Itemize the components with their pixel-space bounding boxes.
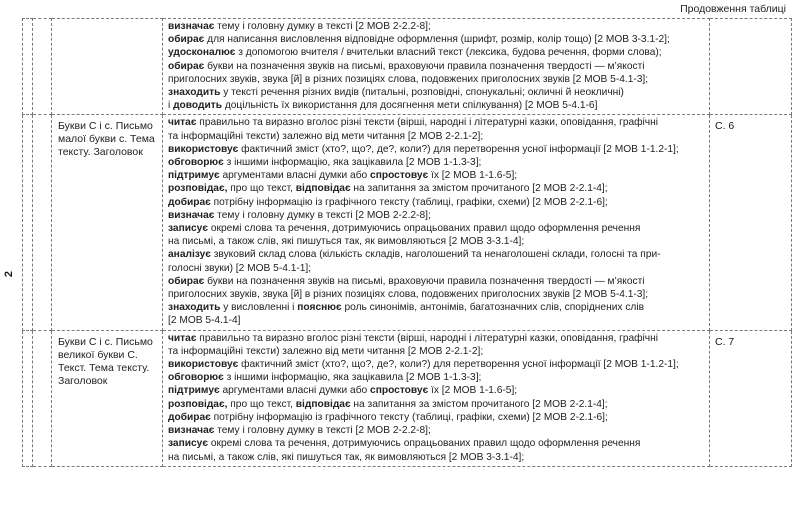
outcome-text: аргументами власні думки або — [219, 385, 371, 397]
row-number-cell — [23, 330, 33, 466]
outcome-verb: записує — [168, 438, 208, 450]
outcome-text: правильно та виразно вголос різні тексти (вірші, народні і літературні казки, оповідання, графічні — [196, 332, 658, 344]
outcome-line — [168, 99, 705, 112]
outcome-text: з іншими інформацію, яка зацікавила [2 МОВ 1-1.3-3]; — [223, 372, 482, 384]
outcome-verb: пояснює — [297, 302, 342, 314]
table-row — [23, 19, 792, 115]
row-number-cell — [23, 115, 33, 330]
outcome-verb: відповідає — [295, 398, 351, 410]
outcome-line — [168, 301, 705, 314]
outcome-verb: використовує — [168, 359, 239, 371]
hours-cell — [33, 19, 52, 115]
outcome-verb: читає — [168, 332, 197, 344]
outcome-line — [168, 235, 705, 248]
outcome-line — [168, 424, 705, 437]
outcome-line — [168, 345, 705, 358]
outcome-line — [168, 314, 705, 327]
outcome-text: правильно та виразно вголос різні тексти (вірші, народні і літературні казки, оповідання, графічні — [196, 117, 658, 129]
outcome-verb: розповідає, — [168, 398, 228, 410]
outcome-text: та інформаційні тексти) залежно від мети читання [2 МОВ 2-2.1-2]; — [168, 345, 484, 357]
outcome-text: фактичний зміст (хто?, що?, де?, коли?) для перетворення усної інформації [2 МОВ 1-1.2-1]; — [238, 143, 679, 155]
outcome-line — [168, 437, 705, 450]
curriculum-table — [22, 18, 792, 467]
outcome-text: та інформаційні тексти) залежно від мети читання [2 МОВ 2-2.1-2]; — [168, 130, 484, 142]
outcome-verb: знаходить — [168, 87, 221, 99]
outcome-text: їх [2 МОВ 1-1.6-5]; — [428, 385, 518, 397]
outcome-verb: доводить — [173, 100, 222, 112]
table-row — [23, 115, 792, 330]
outcome-verb: обирає — [168, 275, 205, 287]
outcome-verb: добирає — [168, 196, 211, 208]
outcome-text: приголосних звуків, звука [й] в різних позиціях слова, подовжених приголосних звуків [2 МОВ 5-4.1-3]; — [168, 73, 649, 85]
outcome-line — [168, 20, 705, 33]
outcome-text: аргументами власні думки або — [219, 170, 371, 182]
outcome-text: звуковий склад слова (кількість складів, наголошений та ненаголошені склади, голосні та при- — [210, 249, 661, 261]
outcome-text: на письмі, а також слів, які пишуться так, як вимовляються [2 МОВ 3-3.1-4]; — [168, 236, 525, 248]
outcome-verb: спростовує — [370, 170, 429, 182]
outcome-line — [168, 384, 705, 397]
outcome-text: потрібну інформацію із графічного тексту (таблиці, графіки, схеми) [2 МОВ 2-2.1-6]; — [210, 411, 608, 423]
outcome-verb: підтримує — [168, 385, 220, 397]
outcome-text: голосні звуки) [2 МОВ 5-4.1-1]; — [168, 262, 312, 274]
outcome-text: для написання висловлення відповідне оформлення (шрифт, розмір, колір тощо) [2 МОВ 3-3.1-2]; — [204, 34, 670, 46]
outcome-verb: обирає — [168, 34, 205, 46]
textbook-page-cell: С. 6 — [710, 115, 792, 330]
outcome-text: у висловленні і — [220, 302, 298, 314]
outcome-line — [168, 358, 705, 371]
outcome-verb: читає — [168, 117, 197, 129]
outcome-line — [168, 73, 705, 86]
outcome-text: на запитання за змістом прочитаного [2 МОВ 2-2.1-4]; — [350, 183, 608, 195]
outcome-verb: спростовує — [370, 385, 429, 397]
textbook-page-cell — [710, 19, 792, 115]
outcome-text: букви на позначення звуків на письмі, враховуючи правила позначення твердості — м’якості — [204, 275, 645, 287]
outcome-line — [168, 182, 705, 195]
outcome-verb: обговорює — [168, 157, 224, 169]
outcome-text: роль синонімів, антонімів, багатозначних слів, споріднених слів — [341, 302, 645, 314]
outcome-verb: знаходить — [168, 302, 221, 314]
outcome-verb: записує — [168, 223, 208, 235]
outcome-text: [2 МОВ 5-4.1-4] — [168, 315, 241, 327]
outcome-line — [168, 143, 705, 156]
outcome-line — [168, 46, 705, 59]
outcome-text: на запитання за змістом прочитаного [2 МОВ 2-2.1-4]; — [350, 398, 608, 410]
outcome-verb: удосконалює — [168, 47, 236, 59]
outcome-line — [168, 332, 705, 345]
outcome-verb: аналізує — [168, 249, 211, 261]
outcome-line — [168, 262, 705, 275]
outcome-line — [168, 411, 705, 424]
outcome-line — [168, 288, 705, 301]
topic-cell: Букви С і с. Письмо малої букви с. Тема тексту. Заголовок — [52, 115, 163, 330]
outcome-text: з допомогою вчителя / вчительки власний текст (лексика, будова речення, форми слова); — [235, 47, 662, 59]
outcome-line — [168, 130, 705, 143]
outcome-text: окремі слова та речення, дотримуючись опрацьованих правил щодо оформлення речення — [207, 438, 641, 450]
outcome-line — [168, 222, 705, 235]
outcome-line — [168, 209, 705, 222]
outcome-line — [168, 86, 705, 99]
outcome-line — [168, 248, 705, 261]
table-continuation-header: Продовження таблиці — [680, 3, 786, 15]
outcome-text: їх [2 МОВ 1-1.6-5]; — [428, 170, 518, 182]
outcome-verb: обирає — [168, 60, 205, 72]
outcome-text: тему і головну думку в тексті [2 МОВ 2-2.2-8]; — [214, 209, 431, 221]
outcome-text: про що текст, — [227, 398, 296, 410]
page-number: 2 — [3, 270, 16, 278]
outcome-text: про що текст, — [227, 183, 296, 195]
outcome-verb: використовує — [168, 143, 239, 155]
outcome-text: приголосних звуків, звука [й] в різних позиціях слова, подовжених приголосних звуків [2 МОВ 5-4.1-3]; — [168, 289, 649, 301]
outcomes-cell — [163, 330, 710, 466]
row-number-cell — [23, 19, 33, 115]
outcome-line — [168, 116, 705, 129]
outcome-verb: визначає — [168, 425, 215, 437]
table-row — [23, 330, 792, 466]
outcome-verb: відповідає — [295, 183, 351, 195]
outcome-text: потрібну інформацію із графічного тексту (таблиці, графіки, схеми) [2 МОВ 2-2.1-6]; — [210, 196, 608, 208]
outcome-text: на письмі, а також слів, які пишуться так, як вимовляються [2 МОВ 3-3.1-4]; — [168, 451, 525, 463]
outcome-text: з іншими інформацію, яка зацікавила [2 МОВ 1-1.3-3]; — [223, 157, 482, 169]
outcome-verb: визначає — [168, 209, 215, 221]
outcome-verb: обговорює — [168, 372, 224, 384]
outcome-line — [168, 371, 705, 384]
outcome-line — [168, 33, 705, 46]
outcome-text: тему і головну думку в тексті [2 МОВ 2-2.2-8]; — [214, 425, 431, 437]
outcome-line — [168, 275, 705, 288]
outcome-verb: розповідає, — [168, 183, 228, 195]
outcome-verb: визначає — [168, 21, 215, 32]
outcome-line — [168, 60, 705, 73]
outcomes-cell — [163, 115, 710, 330]
outcome-text: і — [168, 100, 174, 112]
outcome-line — [168, 398, 705, 411]
topic-cell: Букви С і с. Письмо великої букви С. Текст. Тема тексту. Заголовок — [52, 330, 163, 466]
outcome-line — [168, 156, 705, 169]
outcome-text: у тексті речення різних видів (питальні, розповідні, спонукальні; окличні й неокличні) — [220, 87, 624, 99]
outcome-text: окремі слова та речення, дотримуючись опрацьованих правил щодо оформлення речення — [207, 223, 641, 235]
outcome-line — [168, 169, 705, 182]
topic-cell — [52, 19, 163, 115]
outcome-line — [168, 451, 705, 464]
hours-cell — [33, 330, 52, 466]
outcomes-cell — [163, 19, 710, 115]
outcome-text: доцільність їх використання для досягнення мети спілкування) [2 МОВ 5-4.1-6] — [221, 100, 598, 112]
hours-cell — [33, 115, 52, 330]
textbook-page-cell: С. 7 — [710, 330, 792, 466]
outcome-text: фактичний зміст (хто?, що?, де?, коли?) для перетворення усної інформації [2 МОВ 1-1.2-1]; — [238, 359, 679, 371]
outcome-line — [168, 196, 705, 209]
outcome-verb: добирає — [168, 411, 211, 423]
outcome-verb: підтримує — [168, 170, 220, 182]
outcome-text: букви на позначення звуків на письмі, враховуючи правила позначення твердості — м’якості — [204, 60, 645, 72]
outcome-text: тему і головну думку в тексті [2 МОВ 2-2.2-8]; — [214, 21, 431, 32]
